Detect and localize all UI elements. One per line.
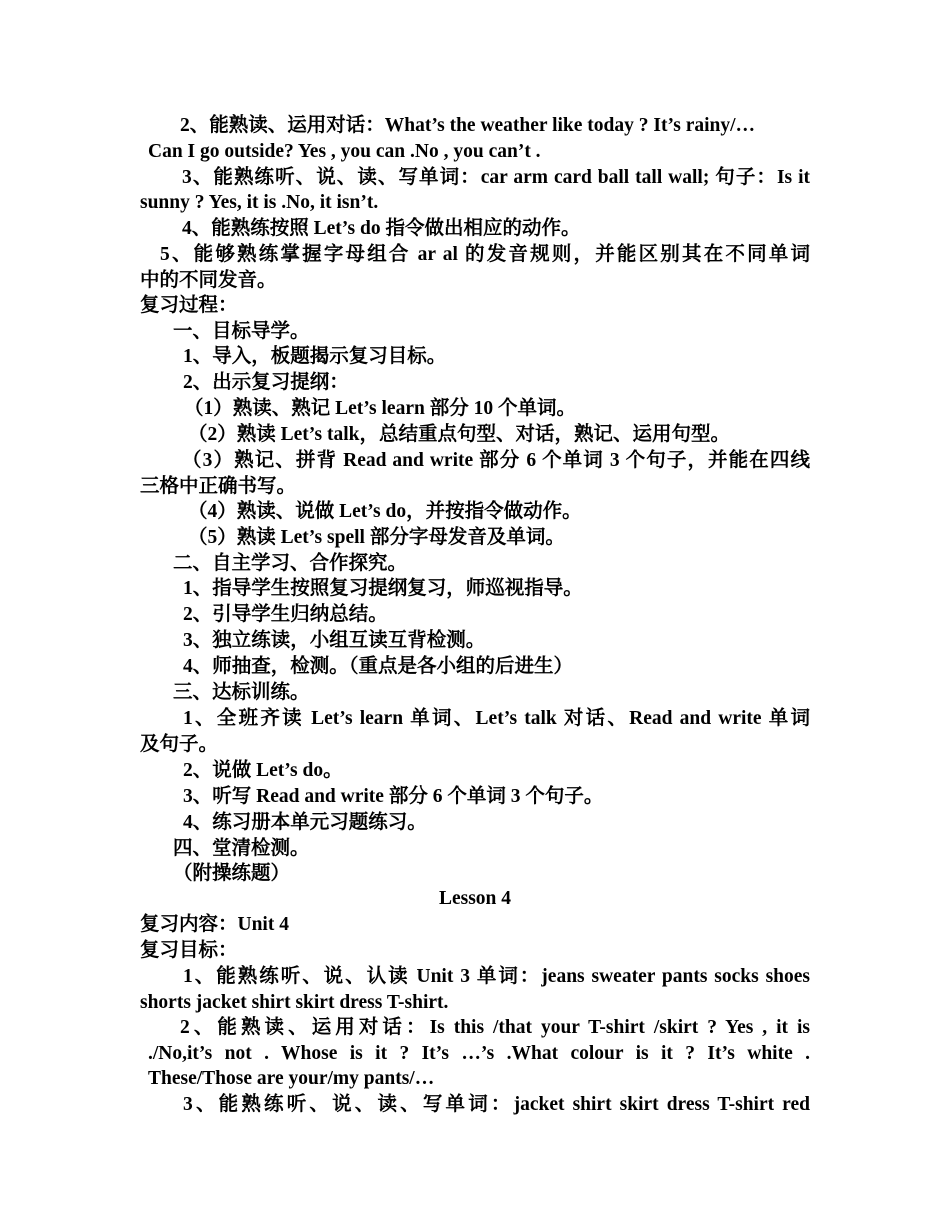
text-line: 1、能熟练听、说、认读 Unit 3 单词：jeans sweater pants socks shoes	[183, 966, 810, 987]
text-line: 三格中正确书写。	[140, 476, 297, 497]
text-line: 1、全班齐读 Let’s learn 单词、Let’s talk 对话、Read and write 单词	[183, 708, 810, 729]
text-line: （3）熟记、拼背 Read and write 部分 6 个单词 3 个句子，并能在四线	[182, 450, 810, 471]
text-line: 二、自主学习、合作探究。	[173, 553, 408, 574]
section-heading: 复习目标：	[140, 940, 238, 961]
text-line: 4、能熟练按照 Let’s do 指令做出相应的动作。	[182, 218, 581, 239]
text-line: （1）熟读、熟记 Let’s learn 部分 10 个单词。	[184, 398, 576, 419]
text-line: 4、师抽查，检测。（重点是各小组的后进生）	[183, 656, 574, 677]
text-line: 2、能熟读、运用对话：What’s the weather like today ? It’s rainy/…	[180, 115, 756, 136]
text-line: 5、能够熟练掌握字母组合 ar al 的发音规则，并能区别其在不同单词	[160, 244, 810, 265]
text-line: sunny ? Yes, it is .No, it isn’t.	[140, 192, 379, 213]
text-line: 3、独立练读，小组互读互背检测。	[183, 630, 486, 651]
text-line: 四、堂清检测。	[173, 838, 310, 859]
text-line: 一、目标导学。	[173, 321, 310, 342]
text-line: （2）熟读 Let’s talk，总结重点句型、对话，熟记、运用句型。	[188, 424, 731, 445]
text-line: （附操练题）	[173, 863, 291, 884]
text-line: 中的不同发音。	[140, 270, 277, 291]
text-line: （5）熟读 Let’s spell 部分字母发音及单词。	[188, 527, 565, 548]
text-line: 三、达标训练。	[173, 682, 310, 703]
text-line: 2、说做 Let’s do。	[183, 760, 343, 781]
text-line: 2、出示复习提纲：	[183, 372, 349, 393]
text-line: These/Those are your/my pants/…	[148, 1068, 435, 1089]
text-line: ./No,it’s not . Whose is it ? It’s …’s .What colour is it ? It’s white .	[148, 1043, 810, 1064]
text-line: 2、能熟读、运用对话：Is this /that your T-shirt /skirt ? Yes , it is	[180, 1017, 810, 1038]
text-line: shorts jacket shirt skirt dress T-shirt.	[140, 992, 449, 1013]
text-line: 及句子。	[140, 734, 219, 755]
text-line: 1、导入，板题揭示复习目标。	[183, 346, 447, 367]
text-line: Can I go outside? Yes , you can .No , you can’t .	[148, 141, 541, 162]
text-line: 1、指导学生按照复习提纲复习，师巡视指导。	[183, 578, 583, 599]
text-line: 复习内容：Unit 4	[140, 914, 289, 935]
section-heading: 复习过程：	[140, 295, 238, 316]
text-line: 3、能熟练听、说、读、写单词：jacket shirt skirt dress T-shirt red	[183, 1094, 810, 1115]
text-line: （4）熟读、说做 Let’s do，并按指令做动作。	[188, 501, 582, 522]
text-line: 4、练习册本单元习题练习。	[183, 812, 427, 833]
text-line: 3、能熟练听、说、读、写单词：car arm card ball tall wall; 句子：Is it	[182, 167, 810, 188]
text-line: 2、引导学生归纳总结。	[183, 604, 388, 625]
text-line: 3、听写 Read and write 部分 6 个单词 3 个句子。	[183, 786, 604, 807]
lesson-heading: Lesson 4	[438, 888, 512, 909]
